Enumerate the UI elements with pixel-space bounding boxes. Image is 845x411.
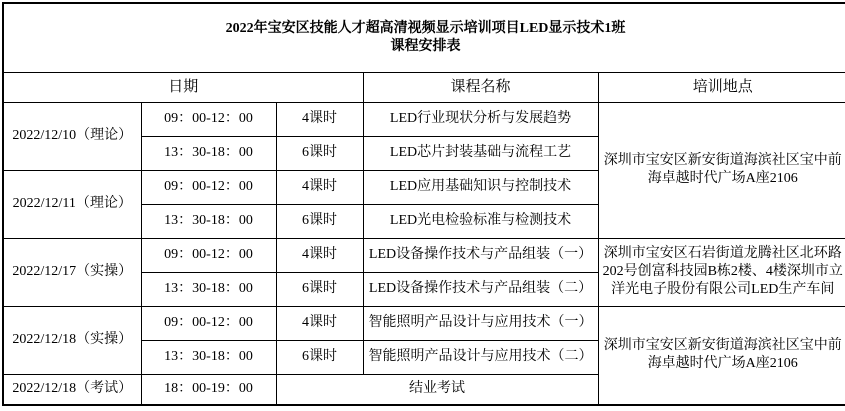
time-cell: 13：30-18：00	[141, 272, 276, 306]
page-title	[3, 3, 845, 72]
table-row	[3, 306, 845, 340]
time-cell: 13：30-18：00	[141, 340, 276, 374]
column-header-location: 培训地点	[598, 72, 845, 102]
date-cell: 2022/12/18（实操）	[3, 306, 141, 374]
date-cell: 2022/12/10（理论）	[3, 102, 141, 170]
header-row	[3, 72, 845, 102]
hours-cell: 4课时	[276, 238, 363, 272]
course-cell: LED光电检验标准与检测技术	[363, 204, 598, 238]
time-cell: 09：00-12：00	[141, 102, 276, 136]
time-cell: 09：00-12：00	[141, 170, 276, 204]
hours-cell: 6课时	[276, 136, 363, 170]
course-cell: 智能照明产品设计与应用技术（二）	[363, 340, 598, 374]
hours-cell: 4课时	[276, 102, 363, 136]
time-cell: 09：00-12：00	[141, 306, 276, 340]
course-cell: LED设备操作技术与产品组装（二）	[363, 272, 598, 306]
exam-name-cell: 结业考试	[276, 374, 598, 405]
course-schedule-table	[2, 2, 845, 406]
location-cell: 深圳市宝安区新安街道海滨社区宝中前海卓越时代广场A座2106	[598, 102, 845, 238]
date-cell: 2022/12/17（实操）	[3, 238, 141, 306]
hours-cell: 6课时	[276, 204, 363, 238]
time-cell: 09：00-12：00	[141, 238, 276, 272]
location-cell: 深圳市宝安区新安街道海滨社区宝中前海卓越时代广场A座2106	[598, 306, 845, 405]
hours-cell: 6课时	[276, 340, 363, 374]
table-row	[3, 102, 845, 136]
location-cell: 深圳市宝安区石岩街道龙腾社区北环路202号创富科技园B栋2楼、4楼深圳市立洋光电子股份有限公司LED生产车间	[598, 238, 845, 306]
table-row	[3, 238, 845, 272]
hours-cell: 6课时	[276, 272, 363, 306]
course-cell: LED设备操作技术与产品组装（一）	[363, 238, 598, 272]
course-cell: LED应用基础知识与控制技术	[363, 170, 598, 204]
column-header-course: 课程名称	[363, 72, 598, 102]
date-cell: 2022/12/18（考试）	[3, 374, 141, 405]
date-cell: 2022/12/11（理论）	[3, 170, 141, 238]
time-cell: 13：30-18：00	[141, 204, 276, 238]
time-cell: 13：30-18：00	[141, 136, 276, 170]
hours-cell: 4课时	[276, 306, 363, 340]
title-row	[3, 3, 845, 72]
column-header-date: 日期	[3, 72, 363, 102]
course-cell: LED行业现状分析与发展趋势	[363, 102, 598, 136]
hours-cell: 4课时	[276, 170, 363, 204]
course-cell: 智能照明产品设计与应用技术（一）	[363, 306, 598, 340]
time-cell: 18：00-19：00	[141, 374, 276, 405]
course-cell: LED芯片封装基础与流程工艺	[363, 136, 598, 170]
page-title-line1: 2022年宝安区技能人才超高清视频显示培训项目LED显示技术1班	[225, 20, 626, 36]
page-title-line2: 课程安排表	[390, 38, 461, 54]
